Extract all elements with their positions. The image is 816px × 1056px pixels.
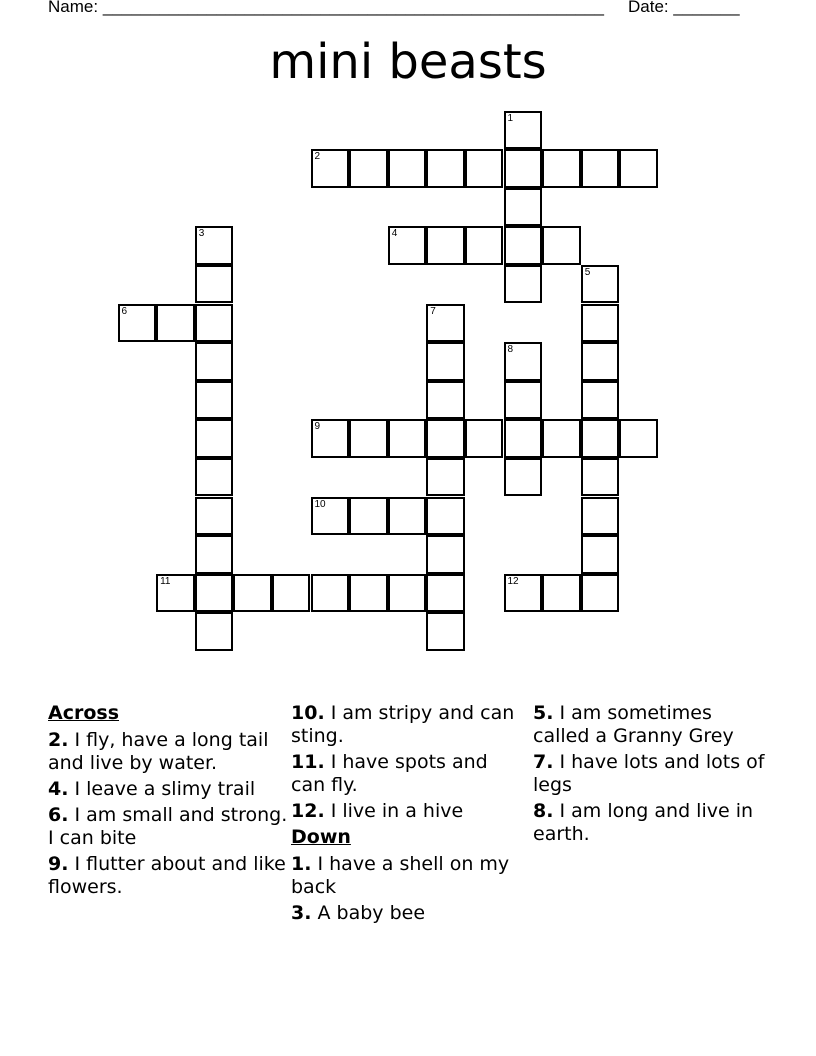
clue-across-11: 11. I have spots and can fly. bbox=[291, 751, 488, 796]
clue-number: 4 bbox=[391, 228, 398, 240]
grid-cell[interactable] bbox=[311, 574, 350, 613]
grid-cell[interactable] bbox=[195, 574, 234, 613]
across-heading: Across bbox=[48, 702, 120, 724]
clue-across-4: 4. I leave a slimy trail bbox=[48, 778, 256, 800]
grid-cell[interactable] bbox=[272, 574, 311, 613]
grid-cell[interactable] bbox=[233, 574, 272, 613]
grid-cell[interactable] bbox=[542, 419, 581, 458]
grid-cell[interactable] bbox=[195, 535, 234, 574]
grid-cell[interactable] bbox=[619, 419, 658, 458]
clue-number: 6 bbox=[121, 305, 128, 317]
grid-cell[interactable] bbox=[349, 497, 388, 536]
grid-cell[interactable] bbox=[581, 458, 620, 497]
grid-cell[interactable] bbox=[195, 419, 234, 458]
grid-cell[interactable] bbox=[118, 304, 157, 343]
grid-cell[interactable] bbox=[426, 149, 465, 188]
grid-cell[interactable] bbox=[619, 149, 658, 188]
clue-number: 12 bbox=[507, 575, 519, 587]
grid-cell[interactable] bbox=[504, 188, 543, 227]
clue-number: 7 bbox=[430, 305, 436, 317]
grid-cell[interactable] bbox=[426, 574, 465, 613]
grid-cell[interactable] bbox=[581, 535, 620, 574]
grid-cell[interactable] bbox=[465, 226, 504, 265]
clue-across-2: 2. I fly, have a long tail and live by water. bbox=[48, 729, 269, 774]
grid-cell[interactable] bbox=[504, 574, 543, 613]
grid-cell[interactable] bbox=[195, 458, 234, 497]
grid-cell[interactable] bbox=[195, 304, 234, 343]
grid-cell[interactable] bbox=[195, 342, 234, 381]
grid-cell[interactable] bbox=[542, 149, 581, 188]
grid-cell[interactable] bbox=[581, 419, 620, 458]
grid-cell[interactable] bbox=[542, 574, 581, 613]
grid-cell[interactable] bbox=[426, 612, 465, 651]
clue-number: 10 bbox=[314, 498, 326, 510]
clue-across-10: 10. I am stripy and can sting. bbox=[291, 702, 515, 747]
grid-cell[interactable] bbox=[426, 381, 465, 420]
clue-number: 2 bbox=[314, 151, 321, 163]
grid-cell[interactable] bbox=[581, 304, 620, 343]
grid-cell[interactable] bbox=[195, 612, 234, 651]
grid-cell[interactable] bbox=[426, 304, 465, 343]
grid-cell[interactable] bbox=[504, 458, 543, 497]
clue-across-12: 12. I live in a hive bbox=[291, 800, 464, 822]
clue-number: 9 bbox=[314, 421, 321, 433]
grid-cell[interactable] bbox=[388, 574, 427, 613]
grid-cell[interactable] bbox=[581, 265, 620, 304]
clues-column-2 bbox=[291, 702, 521, 928]
name-line: _____________________________________________________ bbox=[102, 0, 604, 16]
clue-number: 11 bbox=[160, 575, 171, 587]
clue-down-5: 5. I am sometimes called a Granny Grey bbox=[533, 702, 734, 747]
clue-down-7: 7. I have lots and lots of legs bbox=[533, 751, 765, 796]
grid-cell[interactable] bbox=[156, 574, 195, 613]
grid-cell[interactable] bbox=[581, 381, 620, 420]
clue-across-9: 9. I flutter about and like flowers. bbox=[48, 853, 286, 898]
grid-cell[interactable] bbox=[195, 226, 234, 265]
name-label: Name: bbox=[48, 0, 99, 16]
grid-cell[interactable] bbox=[388, 149, 427, 188]
grid-cell[interactable] bbox=[195, 381, 234, 420]
date-line: _______ bbox=[673, 0, 740, 16]
grid-cell[interactable] bbox=[504, 265, 543, 304]
clue-across-6: 6. I am small and strong. I can bite bbox=[48, 804, 288, 849]
down-heading: Down bbox=[291, 826, 351, 848]
grid-cell[interactable] bbox=[311, 497, 350, 536]
grid-cell[interactable] bbox=[388, 419, 427, 458]
grid-cell[interactable] bbox=[156, 304, 195, 343]
page-title: mini beasts bbox=[269, 34, 547, 90]
clues-column-3 bbox=[533, 702, 773, 849]
grid-cell[interactable] bbox=[426, 535, 465, 574]
grid-cell[interactable] bbox=[581, 574, 620, 613]
grid-cell[interactable] bbox=[504, 149, 543, 188]
grid-cell[interactable] bbox=[349, 419, 388, 458]
clue-number: 8 bbox=[507, 344, 514, 356]
grid-cell[interactable] bbox=[426, 497, 465, 536]
clue-number: 5 bbox=[584, 266, 591, 278]
grid-cell[interactable] bbox=[504, 342, 543, 381]
grid-cell[interactable] bbox=[581, 497, 620, 536]
date-label: Date: bbox=[628, 0, 669, 16]
grid-cell[interactable] bbox=[311, 419, 350, 458]
grid-cell[interactable] bbox=[504, 419, 543, 458]
clues-column-1 bbox=[48, 702, 288, 902]
grid-cell[interactable] bbox=[504, 381, 543, 420]
grid-cell[interactable] bbox=[465, 419, 504, 458]
grid-cell[interactable] bbox=[349, 574, 388, 613]
grid-cell[interactable] bbox=[388, 226, 427, 265]
grid-cell[interactable] bbox=[581, 149, 620, 188]
grid-cell[interactable] bbox=[349, 149, 388, 188]
grid-cell[interactable] bbox=[542, 226, 581, 265]
grid-cell[interactable] bbox=[426, 342, 465, 381]
clue-down-3: 3. A baby bee bbox=[291, 902, 426, 924]
clue-number: 3 bbox=[198, 228, 205, 240]
clue-down-8: 8. I am long and live in earth. bbox=[533, 800, 754, 845]
grid-cell[interactable] bbox=[311, 149, 350, 188]
grid-cell[interactable] bbox=[426, 419, 465, 458]
grid-cell[interactable] bbox=[195, 265, 234, 304]
clue-down-1: 1. I have a shell on my back bbox=[291, 853, 510, 898]
grid-cell[interactable] bbox=[426, 226, 465, 265]
clue-number: 1 bbox=[507, 112, 514, 124]
grid-cell[interactable] bbox=[388, 497, 427, 536]
grid-cell[interactable] bbox=[195, 497, 234, 536]
grid-cell[interactable] bbox=[581, 342, 620, 381]
grid-cell[interactable] bbox=[504, 226, 543, 265]
grid-cell[interactable] bbox=[504, 111, 543, 150]
grid-cell[interactable] bbox=[465, 149, 504, 188]
grid-cell[interactable] bbox=[426, 458, 465, 497]
